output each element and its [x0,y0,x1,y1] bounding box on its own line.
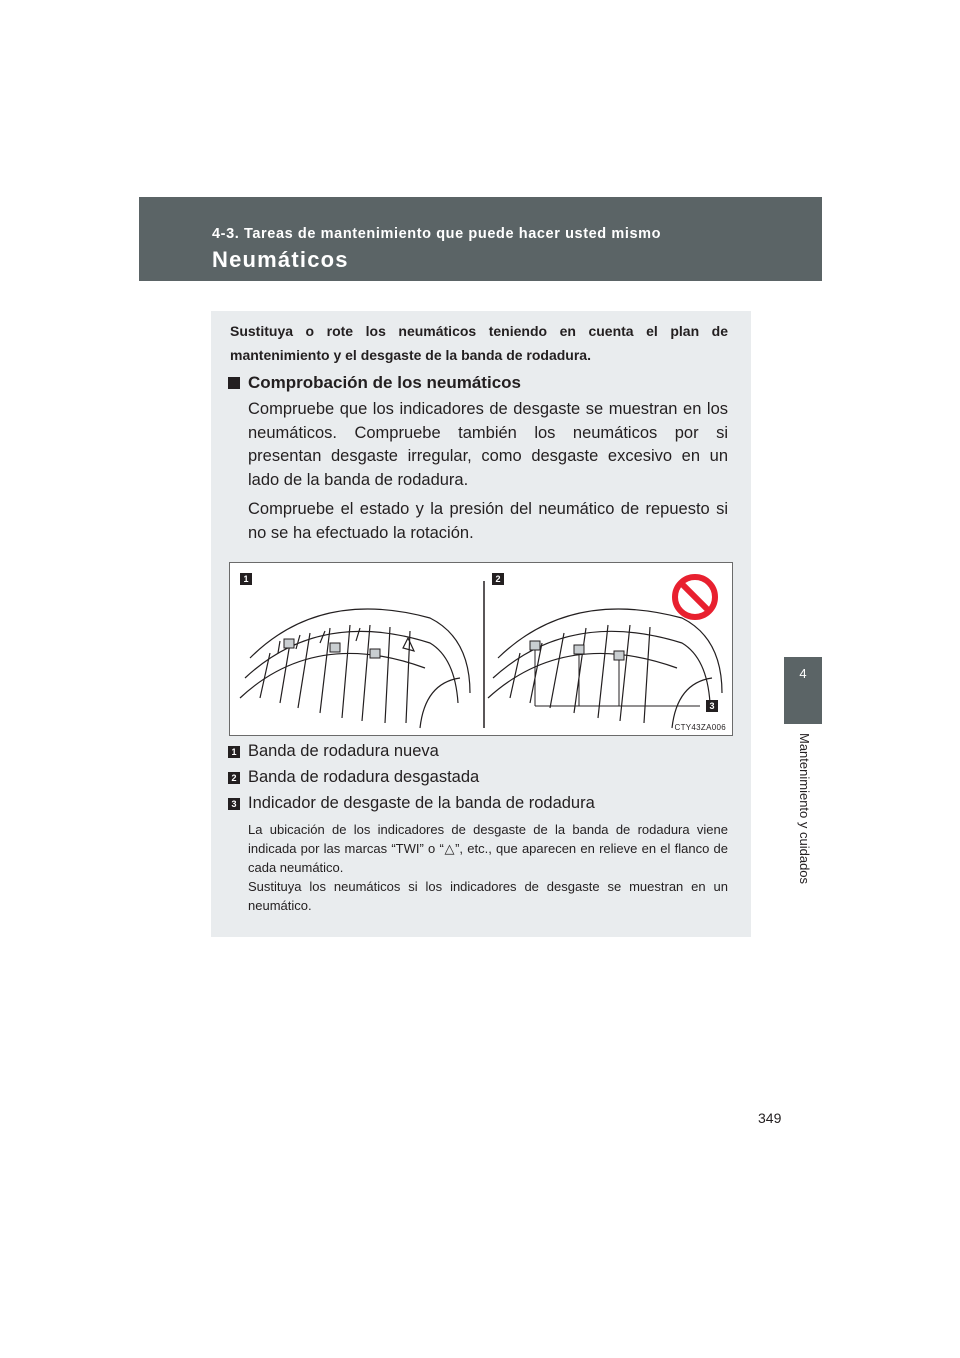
paragraph-2: Compruebe el estado y la presión del neumático de repuesto si no se ha efectuado la rotación. [248,500,728,542]
chapter-tab-label: Mantenimiento y cuidados [797,733,812,885]
content-box [211,311,751,937]
figure-code: CTY43ZA006 [674,723,726,732]
legend-badge-2: 2 [228,772,240,784]
legend-text-1: Banda de rodadura nueva [248,742,439,760]
subheading-text: Comprobación de los neumáticos [248,373,521,392]
page-title: Neumáticos [212,247,349,272]
legend-text-2: Banda de rodadura desgastada [248,768,480,786]
figure-badge-2: 2 [492,573,504,585]
legend-badge-3: 3 [228,798,240,810]
tire-illustration [229,562,733,736]
legend-item-1 [228,742,439,761]
section-header [139,197,822,281]
note-line-2: Sustituya los neumáticos si los indicadores de desgaste se muestran en un neumático. [248,879,728,913]
prohibited-icon [675,577,715,617]
subheading [228,373,521,393]
legend-text-3: Indicador de desgaste de la banda de rodadura [248,794,595,812]
page-number: 349 [758,1110,782,1126]
note-text [248,820,728,915]
figure-badge-3: 3 [706,700,718,712]
figure-badge-1: 1 [240,573,252,585]
legend-item-3 [228,794,595,813]
section-title: 4-3. Tareas de mantenimiento que puede hacer usted mismo [212,226,662,242]
legend-item-2 [228,768,479,787]
square-bullet-icon [228,377,240,389]
note-line-1: La ubicación de los indicadores de desgaste de la banda de rodadura viene indicada por las marcas “TWI” o “△”, etc., que aparecen en relieve en el flanco de cada neumático. [248,822,728,875]
chapter-tab-number: 4 [784,657,822,724]
legend-badge-1: 1 [228,746,240,758]
tire-drawing [230,563,732,735]
paragraph-1: Compruebe que los indicadores de desgaste se muestran en los neumáticos. Compruebe también los neumáticos por si presentan desgaste irregular, como desgaste excesivo en un lado de la banda de rodadura. [248,400,728,489]
intro-text: Sustituya o rote los neumáticos teniendo en cuenta el plan de mantenimiento y el desgaste de la banda de rodadura. [230,323,728,363]
